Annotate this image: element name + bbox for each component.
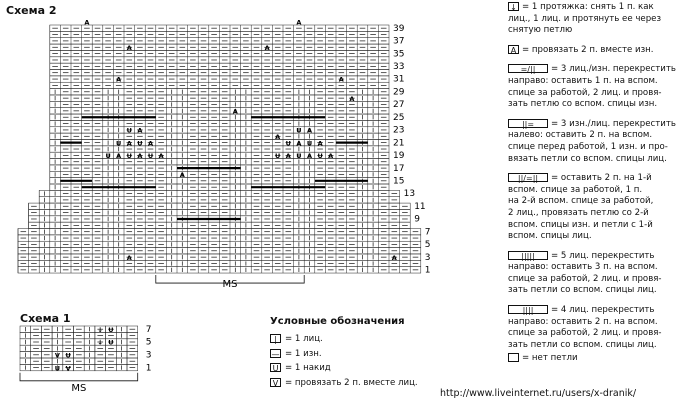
legend-line: направо: оставить 1 п. на вспом. [508,75,658,86]
row-number: 15 [393,176,405,187]
p2tog-symbol: A [232,107,238,116]
p2tog-symbol: A [179,171,185,180]
row-number: 1 [424,265,431,276]
p2tog-symbol: A [275,132,281,141]
legend-symbol: =/|| [508,64,548,73]
legend-line: = оставить 2 п. на 1-й [551,173,652,184]
legend-symbol: — [271,349,280,359]
legend-line: зать петли со вспом. спицы лиц. [508,285,657,296]
row-number: 31 [393,74,405,85]
p2tog-symbol: A [116,75,122,84]
legend-line: спице за работой, 2 лиц. и провя- [508,273,662,284]
repeat-bracket [20,373,138,381]
yarn-over-symbol: A [126,139,132,148]
legend-item [270,349,418,361]
repeat-label: MS [71,382,87,394]
right-legend-item [508,45,698,57]
legend-line: вязать петли со вспом. спицы лиц. [508,153,667,164]
legend-line: вспом. спице за работой, 1 п. [508,184,643,195]
row-number: 27 [393,100,405,111]
legend-symbol: ||= [508,119,548,128]
scheme1-title: Схема 1 [20,312,71,325]
legend-text: = провязать 2 п. вместе лиц. [285,377,418,388]
repeat-label: MS [222,279,238,291]
stitch-symbol: ↓ [97,338,103,347]
stitch-symbol: ↓ [97,325,103,334]
legend-item [270,363,418,375]
stitch-symbol: U [108,338,114,347]
yarn-over-symbol: U [275,152,281,161]
legend-symbol: U [270,363,281,372]
stitch-symbol: V [54,351,60,360]
legend-line: = 4 лиц. перекрестить [551,305,655,316]
right-legend [508,2,698,365]
watermark-url: http://www.liveinternet.ru/users/x-dranik/ [440,388,637,399]
p2tog-symbol: A [296,18,302,27]
row-number: 3 [145,350,152,361]
scheme2-grid [18,19,421,274]
row-number: 21 [393,138,405,149]
yarn-over-symbol: A [116,152,122,161]
p2tog-symbol: A [126,43,132,52]
row-number: 1 [145,363,152,374]
scheme2-chart [0,0,470,300]
scheme1-grid [20,326,138,372]
legend-list [270,334,418,392]
yarn-over-symbol: A [296,139,302,148]
row-number: 19 [393,151,405,162]
legend-symbol [508,353,519,362]
p2tog-symbol: A [391,253,397,262]
legend-title: Условные обозначения [270,316,405,327]
legend-line: = провязать 2 п. вместе изн. [522,44,654,55]
legend-line: = 1 протяжка: снять 1 п. как [522,2,654,12]
legend-line: = 3 изн./лиц. перекрестить [551,118,676,129]
right-legend-item [508,173,698,243]
legend-symbol: ||/=|| [508,173,548,182]
yarn-over-symbol: A [317,139,323,148]
scheme2-title: Схема 2 [6,4,57,17]
row-number: 7 [424,227,431,238]
row-number: 35 [393,49,405,60]
row-number: 33 [393,62,405,73]
right-legend-item [508,251,698,297]
legend-line: зать петлю со вспом. спицы изн. [508,99,658,110]
yarn-over-symbol: U [296,152,302,161]
yarn-over-symbol: U [296,126,302,135]
row-number: 37 [393,36,405,47]
legend-item [270,378,418,390]
legend-line: зать петли со вспом. спицы лиц. [508,339,657,350]
yarn-over-symbol: A [285,152,291,161]
row-number: 39 [393,23,405,34]
stitch-symbol: U [108,325,114,334]
right-legend-item [508,119,698,165]
row-number: 9 [414,214,420,225]
yarn-over-symbol: A [137,152,143,161]
legend-line: = нет петли [522,353,578,364]
legend-line: 2 лиц., провязать петлю со 2-й [508,207,649,218]
row-number: 11 [414,201,426,212]
row-number: 5 [145,337,152,348]
stitch-symbol: U [54,364,61,373]
legend-line: спице перед работой, 1 изн. и про- [508,141,668,152]
legend-line: вспом. спицы лиц. [508,231,592,242]
row-number: 25 [393,112,405,123]
yarn-over-symbol: A [137,126,143,135]
right-legend-item [508,64,698,110]
stitch-symbol: V [65,364,71,373]
p2tog-symbol: A [349,94,355,103]
row-number: 7 [145,324,152,335]
yarn-over-symbol: U [126,126,132,135]
row-number: 5 [424,240,431,251]
stitch-symbol: U [65,351,71,360]
legend-line: вспом. спицы изн. и петли с 1-й [508,219,653,230]
legend-symbol: |||| [508,305,548,314]
legend-symbol: ↓ [508,2,519,11]
yarn-over-symbol: A [147,139,154,148]
legend-line: направо: оставить 3 п. на вспом. [508,262,658,273]
legend-line: налево: оставить 2 п. на вспом. [508,130,653,141]
p2tog-symbol: A [84,18,90,27]
legend-text: = 1 накид [285,363,331,374]
row-number: 29 [393,87,405,98]
row-number: 3 [424,252,431,263]
legend-item [270,334,418,346]
yarn-over-symbol: A [328,152,334,161]
scheme1-chart [0,320,170,400]
legend-line: лиц., 1 лиц. и протянуть ее через [508,13,662,24]
yarn-over-symbol: U [147,152,154,161]
row-number: 13 [403,189,416,200]
yarn-over-symbol: U [306,139,313,148]
right-legend-item [508,2,698,37]
p2tog-symbol: A [264,43,270,52]
yarn-over-symbol: U [317,152,323,161]
legend-line: спице за работой, 2 лиц. и провя- [508,328,662,339]
yarn-over-symbol: U [105,152,111,161]
p2tog-symbol: A [338,75,344,84]
yarn-over-symbol: A [306,152,313,161]
legend-symbol: V [270,378,281,387]
legend-line: = 3 лиц./изн. перекрестить [551,64,676,75]
legend-symbol: ||||| [508,251,548,260]
legend-symbol: A [508,45,519,54]
yarn-over-symbol: U [285,139,291,148]
yarn-over-symbol: U [126,152,132,161]
legend-line: спице за работой, 2 лиц. и провя- [508,87,662,98]
right-legend-item [508,353,698,365]
p2tog-symbol: A [126,253,132,262]
legend-symbol: | [270,334,281,343]
legend-line: на 2-й вспом. спице за работой, [508,196,654,207]
yarn-over-symbol: U [116,139,122,148]
yarn-over-symbol: U [137,139,143,148]
yarn-over-symbol: A [158,152,164,161]
right-legend-item [508,305,698,351]
legend-text: = 1 изн. [285,348,322,359]
legend-line: = 5 лиц. перекрестить [551,250,655,261]
legend-line: направо: оставить 2 п. на вспом. [508,316,658,327]
row-number: 23 [393,125,405,136]
legend-line: снятую петлю [508,25,573,36]
legend-text: = 1 лиц. [285,334,323,344]
row-number: 17 [393,163,405,174]
yarn-over-symbol: A [306,126,313,135]
